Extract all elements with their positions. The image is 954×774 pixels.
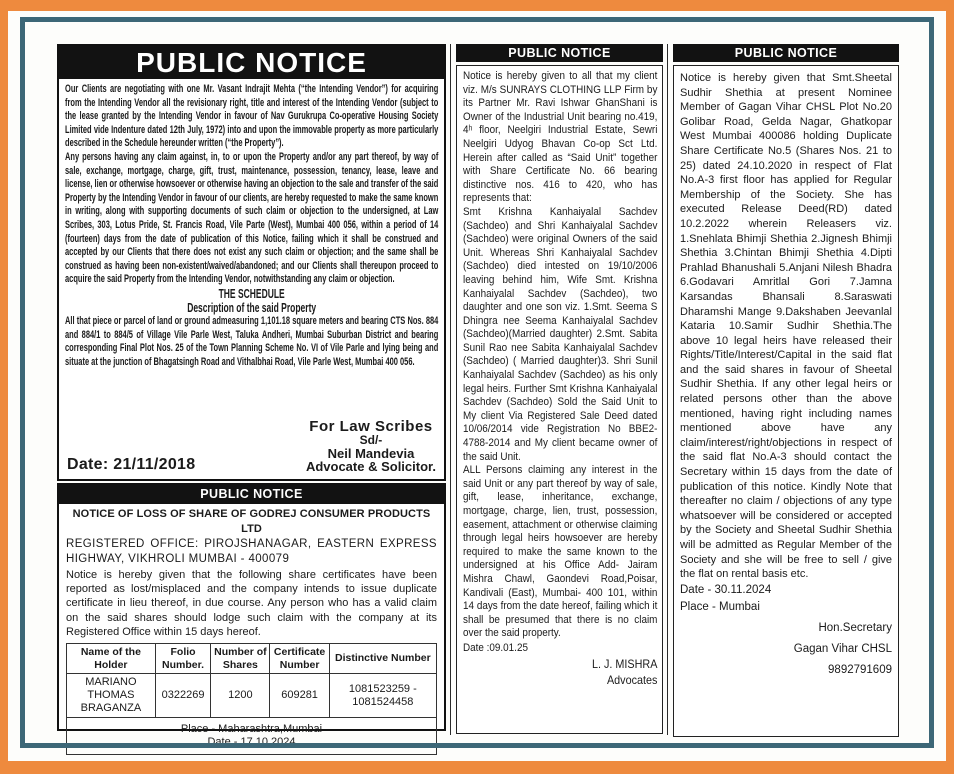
- signature-for: For Law Scribes: [309, 418, 433, 435]
- cell-certificate-number: 609281: [270, 674, 329, 718]
- schedule-subtitle: Description of the said Property: [187, 300, 317, 315]
- godrej-date-line: Date - 17.10.2024: [207, 736, 296, 749]
- table-header-distinctive: Distinctive Number: [329, 644, 436, 674]
- registered-office-line: REGISTERED OFFICE: PIROJSHANAGAR, EASTERN EXPRESS HIGHWAY, VIKHROLI MUMBAI - 400079: [66, 538, 437, 565]
- notice-shethia-paragraph: Notice is hereby given that Smt.Sheetal Sudhir Shethia at present Nominee Member of Gagan Vihar CHSL Plot No.20 Golibar Road, Gelda Nagar, Ghatkopar West Mumbai 400086 holding Duplicate Share Certificate No.5 (Shares Nos. 21 to 25) dated 24.10.2020 in respect of Flat No.A-3 first floor has applied for Regular Membership of the Society. She has executed Release Deed(RD) dated 10.2.2022 wherein Releasers viz. 1.Snehlata Bhimji Shethia 2.Jignesh Bhimji Shethia 3.Chintan Bhimji Shethia 4.Dipti Prahlad Bhanushali 5.Anjani Nilesh Bhadra 6.Godavari Amritlal Gori 7.Jamna Karsandas Bhansali 8.Saraswati Dharamshi Mange 9.Dakshaben Jeevanlal Kataria 10.Samir Sudhir Shethia.The above 10 legal heirs have released their Rights/Title/Interest/Capital in the said flat and the said shares in favour of Sheetal Sudhir Shethia. If any other legal heirs or related persons other than the above mentioned, having right including names mentioned above have any claim/interest/right/objections in respect of the said flat No.A-3 should contact the Secretary within 15 days from the date of publication of this notice. Kindly Note that thereafter no claim / objections of any type whatsoever will be considered or accepted by the Society and Sheetal Sudhir Shethia will be admitted as Regular Member of the Society and she will be free to sell / give the flat on rental basis etc.: [680, 72, 892, 581]
- notice-godrej-text: Notice is hereby given that the following share certificates have been reported as lost/misplaced and the company intends to issue duplicate certificate in lieu thereof, in due course. Any person who has a valid claim on the said shares should lodge such claim with the company at its Registered Office within 15 days hereof.: [66, 569, 437, 638]
- notice-sunrays-designation: Advocates: [606, 672, 658, 687]
- cell-folio-number: 0322269: [155, 674, 211, 718]
- godrej-place-line: Place - Maharashtra,Mumbai: [180, 723, 323, 736]
- table-header-folio: Folio Number.: [155, 644, 211, 674]
- notice-shethia-title-bar: PUBLIC NOTICE: [673, 44, 899, 62]
- notice-sunrays-paragraph-1: Notice is hereby given to all that my client viz. M/s SUNRAYS CLOTHING LLP Firm by its Partner Mr. Ravi Ishwar GhanShani is Owner of the Industrial Unit bearing no.419, 4ʰ floor, Neelgiri Industrial Estate, Sewri Neelgiri Udyog Bhavan Co-op Sct Ltd. Herein after called as “Said Unit” together with Share Certificate No. 66 bearing distinctive nos. 416 to 420, who has represents that:: [463, 70, 658, 205]
- notice-sunrays-date: Date :09.01.25: [463, 641, 528, 654]
- notice-godrej-title-bar: PUBLIC NOTICE: [59, 485, 444, 504]
- notice-property-paragraph-1: Our Clients are negotiating with one Mr. Vasant Indrajit Mehta (“the Intending Vendor”) for acquiring from the Intending Vendor all the revisionary right, title and interest of the Intending Vendor (subject to the lease granted by the Intending Vendor in favour of Nav Gurukrupa Co-operative Housing Society Limited vide Indenture dated 12th July, 1972) into and upon the immovable property as more particularly described in the Schedule hereunder written (“the Property”).: [65, 83, 439, 150]
- notice-shethia-place: Place - Mumbai: [680, 600, 760, 613]
- signature-designation: Advocate & Solicitor.: [305, 459, 436, 474]
- notice-sunrays-paragraph-2: Smt Krishna Kanhaiyalal Sachdev (Sachdeo) and Shri Kanhaiyalal Sachdev (Sachdeo) were original Owners of the said Unit. Whereas Shri Kanhaiyalal Sachdev (Sachdeo) died intested on 19/10/2006 leaving behind him, Wife Smt. Krishna Kanhaiyalal Sachdev (Sachdeo), two daughter and one son viz. 1.Smt. Seema S Dhingra nee Seema Kanhaiyalal Sachdev (Sachdeo)(Married daughter) 2.Smt. Sabita Sunil Rao nee Sabita Kanhaiyalal Sachdev (Sachdeo) ( Married daughter)3. Shri Sunil Kanhaiyalal Sachdev (Sachdeo) as his only legal heirs. Further Smt Krishna Kanhaiyalal Sachdev (Sachdeo) Sold the Said Unit to My client Via Registered Sale Deed dated 10/06/2014 vide Registration No BBE2-4788-2014 and My client became owner of the said Unit.: [463, 205, 658, 463]
- notice-property-paragraph-2: Any persons having any claim against, in, to or upon the Property and/or any part thereof, by way of sale, exchange, mortgage, charge, gift, trust, maintenance, possession, tenancy, lease, leave and license, lien or otherwise howsoever or otherwise having an objection to the sale and transfer of the said Property by the Intending Vendor in favour of our clients, are hereby requested to make the same known in writing, along with supporting documents of such claim or objection to the undersigned, at Law Scribes, 303, Lotus Pride, St. Francis Road, Vile Parte (West), Mumbai 400 056, within a period of 14 (fourteen) days from the date of publication of this Notice, failing which it shall be construed and accepted by our Clients that there does not exist any such claim or objection; and the same shall be construed as having been non-existent/waived/abandoned; and our Clients shall thereupon proceed to acquire the said Property from the Intending Vendor, notwithstanding any claim or objection.: [65, 150, 439, 286]
- cell-holder-name: MARIANO THOMAS BRAGANZA: [67, 674, 156, 718]
- notice-shethia-signatory: Hon.Secretary: [818, 621, 892, 634]
- notice-property-date: Date: 21/11/2018: [67, 456, 196, 473]
- inner-teal-border: [20, 17, 934, 748]
- schedule-title: THE SCHEDULE: [218, 286, 285, 301]
- cell-share-count: 1200: [211, 674, 270, 718]
- notice-shethia-society: Gagan Vihar CHSL: [793, 642, 892, 655]
- notice-shethia-date: Date - 30.11.2024: [680, 583, 772, 596]
- notice-property-title-bar: PUBLIC NOTICE: [59, 46, 444, 79]
- notice-shethia-phone: 9892791609: [828, 663, 892, 676]
- notice-sunrays-title-bar: PUBLIC NOTICE: [456, 44, 663, 62]
- table-header-holder: Name of the Holder: [67, 644, 156, 674]
- notice-sunrays-signatory: L. J. MISHRA: [591, 656, 658, 671]
- signature-sd: Sd/-: [359, 433, 383, 447]
- notice-godrej-heading: NOTICE OF LOSS OF SHARE OF GODREJ CONSUMER PRODUCTS LTD: [72, 508, 431, 535]
- table-header-shares: Number of Shares: [211, 644, 270, 674]
- cell-distinctive-number: 1081523259 - 1081524458: [329, 674, 436, 718]
- schedule-description: All that piece or parcel of land or ground admeasuring 1,101.18 square meters and bearing CTS Nos. 884 and 884/1 to 884/5 of Village Vile Parle West, Taluka Andheri, Mumbai Suburban District and bearing corresponding Final Plot Nos. 25 of the Town Planning Scheme No. VI of Vile Parle and lying being and situate at the junction of Bhagatsingh Road and Vithalbhai Road, Vile Parle West, Mumbai 400 056.: [65, 314, 439, 368]
- table-header-certificate: Certificate Number: [270, 644, 329, 674]
- signature-name: Neil Mandevia: [327, 446, 415, 461]
- notice-sunrays-paragraph-3: ALL Persons claiming any interest in the said Unit or any part thereof by way of sale, gift, lease, inheritance, exchange, mortgage, charge, lien, trust, possession, easement, attachment or otherwise claiming through legal heirs howsoever are hereby required to make the same known to the undersigned at his Office Add- Jairam Mishra Chawl, Gaondevi Road,Poisar, Kandivali (East), Mumbai- 400 101, within 14 days from the date hereof, failing which it shall be presumed that there is no claim over the said property.: [463, 464, 658, 640]
